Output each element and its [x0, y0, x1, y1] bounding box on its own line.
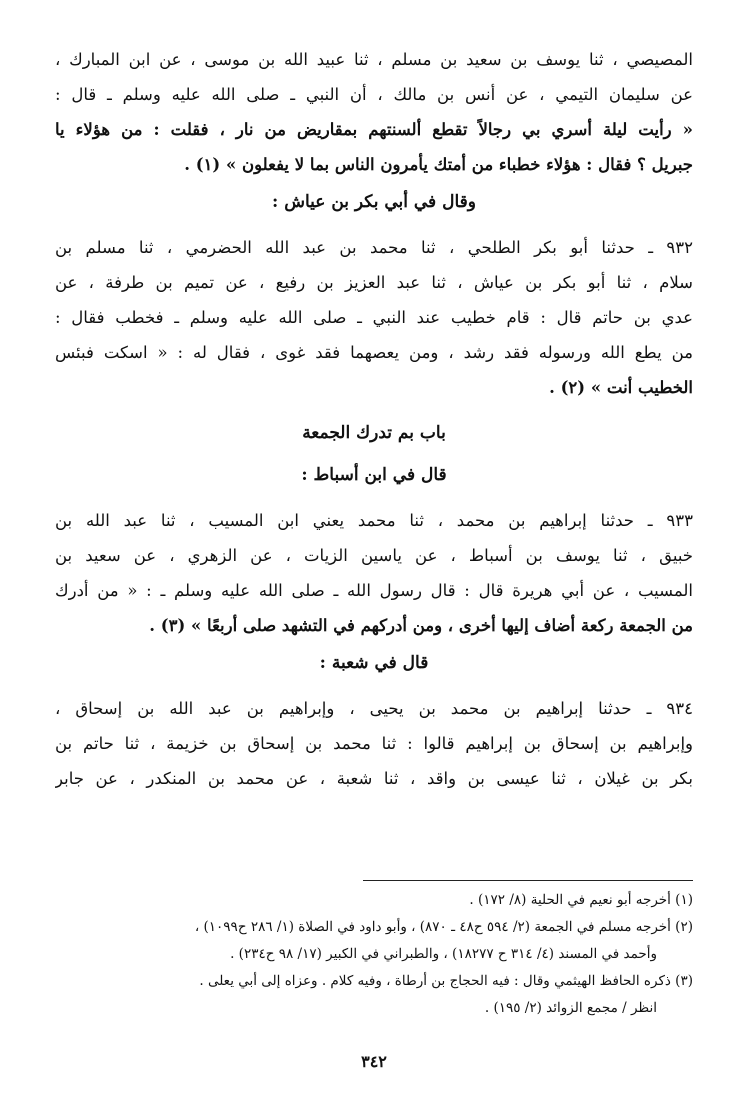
footnote-divider: [363, 880, 693, 881]
hadith-933-line: ٩٣٣ ـ حدثنا إبراهيم بن محمد ، ثنا محمد يعني ابن المسيب ، ثنا عبد الله بن: [55, 511, 693, 530]
page-number: ٣٤٢: [361, 1052, 387, 1071]
footnote-2-continued: وأحمد في المسند (٤/ ٣١٤ ح ١٨٢٧٧) ، والطبراني في الكبير (١٧/ ٩٨ ح٢٣٤) .: [230, 946, 657, 962]
text-line: من يطع الله ورسوله فقد رشد ، ومن يعصهما فقد غوى ، فقال له : « اسكت فبئس: [55, 343, 693, 362]
footnote-3: (٣) ذكره الحافظ الهيثمي وقال : فيه الحجاج بن أرطاة ، وفيه كلام . وعزاه إلى أبي يعلى .: [199, 973, 693, 989]
footnotes: [55, 887, 693, 1022]
text-line: خبيق ، ثنا يوسف بن أسباط ، عن ياسين الزيات ، عن الزهري ، عن سعيد بن: [55, 546, 693, 565]
chapter-title: باب بم تدرك الجمعة: [302, 423, 446, 443]
text-line: المصيصي ، ثنا يوسف بن سعيد بن مسلم ، ثنا عبيد الله بن موسى ، عن ابن المبارك ،: [55, 50, 693, 69]
text-line: وإبراهيم بن إسحاق بن إبراهيم قالوا : ثنا محمد بن إسحاق بن خزيمة ، ثنا حاتم بن: [55, 734, 693, 753]
narrator-heading: قال في ابن أسباط :: [301, 465, 447, 485]
narrator-heading: وقال في أبي بكر بن عياش :: [272, 192, 476, 212]
footnote-2: (٢) أخرجه مسلم في الجمعة (٢/ ٥٩٤ ح٤٨ ـ ٨٧٠) ، وأبو داود في الصلاة (١/ ٢٨٦ ح١٠٩٩) ،: [194, 919, 693, 935]
text-line: عن سليمان التيمي ، عن أنس بن مالك ، أن النبي ـ صلى الله عليه وسلم ـ قال :: [55, 85, 693, 104]
hadith-932-line: ٩٣٢ ـ حدثنا أبو بكر الطلحي ، ثنا محمد بن عبد الله الحضرمي ، ثنا مسلم بن: [55, 238, 693, 257]
narrator-heading: قال في شعبة :: [319, 653, 429, 673]
hadith-text-line: من الجمعة ركعة أضاف إليها أخرى ، ومن أدركهم في التشهد صلى أربعًا » (٣) .: [149, 616, 693, 635]
footnote-1: (١) أخرجه أبو نعيم في الحلية (٨/ ١٧٢) .: [469, 892, 693, 908]
hadith-934-line: ٩٣٤ ـ حدثنا إبراهيم بن محمد بن يحيى ، وإبراهيم بن عبد الله بن إسحاق ،: [55, 699, 693, 718]
hadith-text-line: جبريل ؟ فقال : هؤلاء خطباء من أمتك يأمرون الناس بما لا يفعلون » (١) .: [184, 155, 693, 174]
footnote-3-continued: انظر / مجمع الزوائد (٢/ ١٩٥) .: [484, 1000, 657, 1016]
text-line: سلام ، ثنا أبو بكر بن عياش ، ثنا عبد العزيز بن رفيع ، عن تميم بن طرفة ، عن: [55, 273, 693, 292]
text-line: المسيب ، عن أبي هريرة قال : قال رسول الله ـ صلى الله عليه وسلم ـ : « من أدرك: [55, 581, 693, 600]
text-line: بكر بن غيلان ، ثنا عيسى بن واقد ، ثنا شعبة ، عن محمد بن المنكدر ، عن جابر: [55, 769, 693, 788]
hadith-text-line: الخطيب أنت » (٢) .: [549, 378, 693, 397]
hadith-text-line: « رأيت ليلة أسري بي رجالاً تقطع ألسنتهم بمقاريض من نار ، فقلت : من هؤلاء يا: [55, 120, 693, 139]
book-page: [55, 42, 693, 1082]
text-line: عدي بن حاتم قال : قام خطيب عند النبي ـ صلى الله عليه وسلم ـ فخطب فقال :: [55, 308, 693, 327]
